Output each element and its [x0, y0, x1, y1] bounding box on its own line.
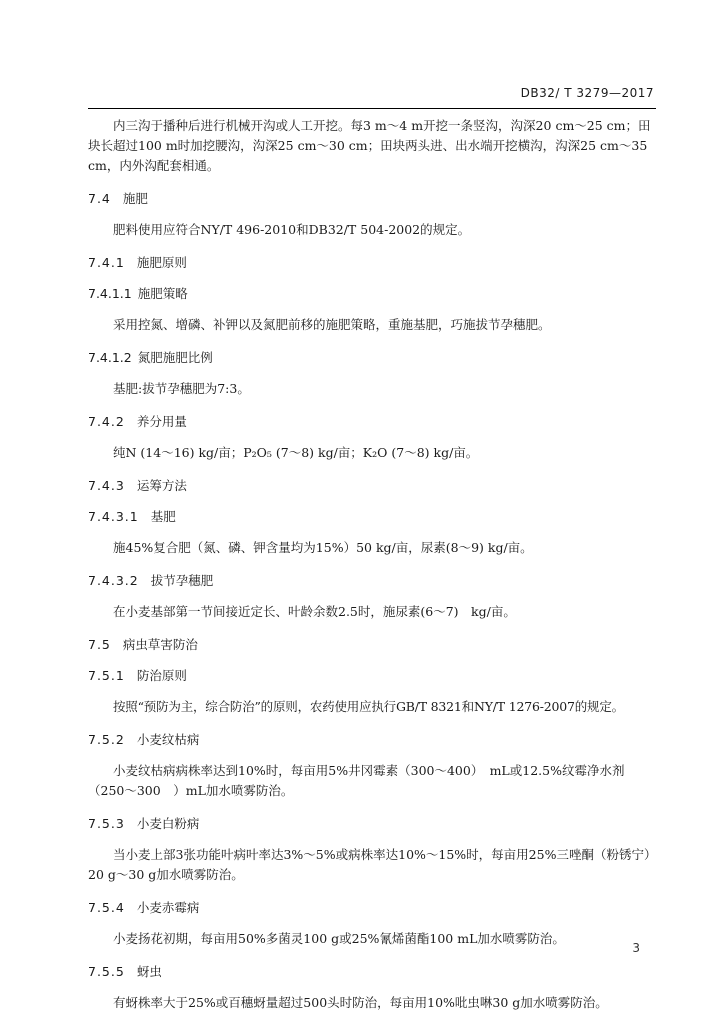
section-title: 拔节孕穗肥 [150, 573, 214, 588]
section-heading-7-5-5 [88, 962, 656, 982]
section-heading-7-5-2 [88, 730, 656, 750]
section-title: 施肥原则 [136, 255, 187, 270]
section-title: 小麦赤霉病 [136, 900, 200, 915]
section-number: 7.5.3 [88, 816, 125, 831]
page-number: 3 [632, 941, 640, 955]
section-title: 施肥 [122, 191, 148, 206]
section-title: 养分用量 [136, 414, 187, 429]
section-body-7-4-2: 纯N (14～16) kg/亩；P₂O₅ (7～8) kg/亩；K₂O (7～8) kg/亩。 [113, 445, 479, 460]
section-number: 7.4.3.1 [88, 509, 139, 524]
section-body-7-4-1-2: 基肥:拔节孕穗肥为7:3。 [113, 381, 250, 396]
section-title: 氮肥施肥比例 [137, 350, 213, 365]
section-heading-7-5-1 [88, 666, 656, 686]
section-heading-7-5-4 [88, 898, 656, 918]
section-heading-7-4-3-2 [88, 571, 656, 591]
section-number: 7.5.5 [88, 964, 125, 979]
section-heading-7-4-3-1 [88, 507, 656, 527]
section-heading-7-4-1-2 [88, 348, 656, 368]
section-number: 7.5.1 [88, 668, 125, 683]
section-number: 7.5.4 [88, 900, 125, 915]
header-rule [88, 108, 656, 109]
section-body-7-5-2: 小麦纹枯病病株率达到10%时，每亩用5%井冈霉素（300～400） mL或12.5%纹霉净水剂（250～300 ）mL加水喷雾防治。 [88, 763, 625, 798]
section-title: 基肥 [150, 509, 176, 524]
section-title: 施肥策略 [137, 286, 188, 301]
section-number: 7.5 [88, 637, 111, 652]
section-title: 小麦白粉病 [136, 816, 200, 831]
section-title: 小麦纹枯病 [136, 732, 200, 747]
section-number: 7.4.1.2 [88, 350, 132, 365]
section-heading-7-5-3 [88, 814, 656, 834]
section-title: 防治原则 [136, 668, 187, 683]
standard-code-header: DB32/ T 3279—2017 [520, 86, 654, 100]
section-title: 病虫草害防治 [122, 637, 198, 652]
section-heading-7-4-1-1 [88, 284, 656, 304]
section-number: 7.4.1.1 [88, 286, 132, 301]
section-heading-7-4 [88, 189, 656, 209]
section-body-7-5-3: 当小麦上部3张功能叶病叶率达3%～5%或病株率达10%～15%时，每亩用25%三唑酮（粉锈宁）20 g～30 g加水喷雾防治。 [88, 847, 651, 882]
section-body-7-4-1-1: 采用控氮、增磷、补钾以及氮肥前移的施肥策略，重施基肥，巧施拔节孕穗肥。 [113, 317, 551, 332]
section-number: 7.4.1 [88, 255, 125, 270]
section-body-7-4-3-2: 在小麦基部第一节间接近定长、叶龄余数2.5时，施尿素(6～7) kg/亩。 [113, 604, 516, 619]
section-heading-7-4-3 [88, 476, 656, 496]
intro-paragraph: 内三沟于播种后进行机械开沟或人工开挖。每3 m～4 m开挖一条竖沟，沟深20 cm～25 cm；田块长超过100 m时加挖腰沟，沟深25 cm～30 cm；田块两头进、出水端开挖横沟，沟深25 cm～35 cm，内外沟配套相通。 [88, 118, 651, 173]
section-number: 7.4.3 [88, 478, 125, 493]
section-body-7-4: 肥料使用应符合NY/T 496-2010和DB32/T 504-2002的规定。 [113, 222, 471, 237]
section-number: 7.4 [88, 191, 111, 206]
section-heading-7-4-1 [88, 253, 656, 273]
section-number: 7.5.2 [88, 732, 125, 747]
section-body-7-5-5: 有蚜株率大于25%或百穗蚜量超过500头时防治，每亩用10%吡虫啉30 g加水喷雾防治。 [113, 995, 608, 1010]
section-title: 蚜虫 [136, 964, 162, 979]
section-heading-7-5 [88, 635, 656, 655]
document-body [88, 116, 656, 1013]
section-heading-7-4-2 [88, 412, 656, 432]
section-number: 7.4.2 [88, 414, 125, 429]
section-body-7-5-4: 小麦扬花初期，每亩用50%多菌灵100 g或25%氰烯菌酯100 mL加水喷雾防治。 [113, 931, 565, 946]
section-number: 7.4.3.2 [88, 573, 139, 588]
section-title: 运筹方法 [136, 478, 187, 493]
section-body-7-4-3-1: 施45%复合肥（氮、磷、钾含量均为15%）50 kg/亩，尿素(8～9) kg/亩。 [113, 540, 533, 555]
section-body-7-5-1: 按照“预防为主，综合防治”的原则，农药使用应执行GB/T 8321和NY/T 1276-2007的规定。 [113, 699, 624, 714]
